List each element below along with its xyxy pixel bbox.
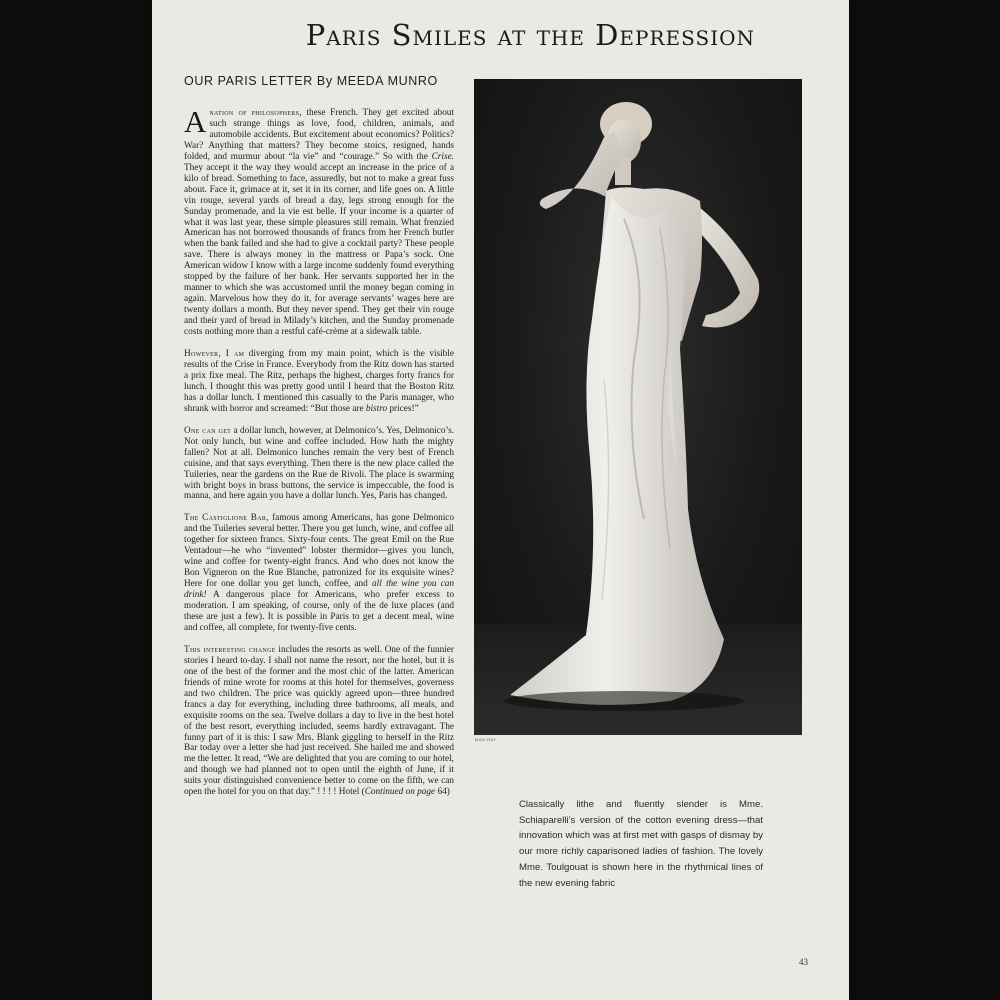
italic-text: Crise. <box>431 151 454 162</box>
italic-text: bistro <box>365 403 388 414</box>
article-paragraph-4 <box>184 513 454 633</box>
continued-link: Continued on page <box>364 787 436 798</box>
paragraph-text: a dollar lunch, however, at Delmonico’s. Yes, Delmonico’s. Not only lunch, but wine and coffee included. How hath the mighty fallen? Not at all. Delmonico lunches remain the very best of French cuisine, and that says everything. Then there is the new place called the Tuileries, near the gardens on the Rue de Rivoli. The place is swarming with bright boys in brass buttons, the service is impeccable, the food is manna, and here again you have a dollar lunch. Yes, Paris has changed. <box>184 425 454 502</box>
paragraph-lead: This interesting change <box>184 644 276 655</box>
drop-cap: A <box>184 104 207 139</box>
paragraph-text: 64) <box>435 787 450 798</box>
page-number: 43 <box>799 957 808 967</box>
byline: OUR PARIS LETTER By MEEDA MUNRO <box>184 74 438 88</box>
article-paragraph-2 <box>184 349 454 415</box>
model-in-gown-illustration <box>474 79 802 735</box>
paragraph-text: They accept it the way they would accept an increase in the price of a kilo of bread. Something to face, assuredly, but not to make a great fuss about. Face it, grimace at it, set it in its corner, and life goes on. A little vin rouge, several yards of bread a day, legs strong enough for the Sunday promenade, and la vie est belle. If your income is a quarter of what it was last year, these simple pleasures still remain. What frenzied American has not borrowed thousands of francs from her French butler when the bank failed and she had to give a cocktail party? These people save. There is always money in the mattress or Papa’s sock. One American widow I know with a large income suddenly found everything stopped by the failure of her bank. Her servants supported her in the manner to which she was accustomed until the money began coming in again. Marvelous how they do it, for average servants’ wages here are twenty dollars a month. But they never spend. They get their vin rouge and their yard of bread in Milady’s kitchen, and the Sunday promenade costs nothing more than a restful café-crème at a sidewalk table. <box>184 162 454 338</box>
photo-credit: MAN RAY <box>475 737 497 742</box>
paragraph-lead: The Castiglione Bar, <box>184 513 269 524</box>
fashion-photograph <box>474 79 802 735</box>
paragraph-text: includes the resorts as well. One of the funnier stories I heard to-day. I shall not name the resort, nor the hotel, but it is one of the best of the former and the most chic of the latter. American friends of mine wrote for rooms at this hotel for themselves, governess and two children. The price was quickly agreed upon—three hundred francs a day for everything, including three bathrooms, all meals, and exquisite rooms on the sea. Twelve dollars a day to live in the best hotel of the best resort, everything included, seems hardly extravagant. The funny part of it is this: I saw Mrs. Blank giggling to herself in the Ritz Bar today over a letter she had just received. She hailed me and showed me the letter. It read, “We are delighted that you are coming to our hotel, and though we had planned not to open until the eighth of June, if it suits your distinguished convenience better to come on the fifth, we can open the hotel for you on that day.” ! ! ! ! Hotel ( <box>184 644 454 798</box>
italic-text: all the wine you can drink! <box>184 579 454 601</box>
page-title: Paris Smiles at the Depression <box>305 18 755 52</box>
article-paragraph-5 <box>184 645 454 798</box>
paragraph-text: famous among Americans, has gone Delmonico and the Tuileries several better. There you get lunch, wine, and coffee all together for sixteen francs. Sixty-four cents. The great Emil on the Rue Ventadour—he who “invented” lobster thermidor—gives you lunch, wine and coffee for twenty-eight francs. And who does not know the Bon Vigneron on the Rue Blanche, patronized for its exquisite wines? Here for one dollar you get lunch, coffee, and <box>184 513 455 590</box>
article-paragraph-1 <box>184 104 454 338</box>
paragraph-text: prices!” <box>387 403 419 414</box>
photo-caption: Classically lithe and fluently slender is Mme. Schiaparelli’s version of the cotton evening dress—that innovation which was at first met with gasps of dismay by our more richly caparisoned ladies of fashion. The lovely Mme. Toulgouat is shown here in the rhythmical lines of the new evening fabric <box>519 799 763 889</box>
paragraph-lead: nation of philosophers, <box>209 108 302 118</box>
paragraph-text: diverging from my main point, which is the visible results of the Crise in France. Everybody from the Ritz down has started a prix fixe meal. The Ritz, perhaps the highest, charges forty francs for lunch. I thought this was pretty good until I heard that the Boston Ritz has a dollar lunch. I mentioned this casually to the Paris manager, who shrank with horror and screamed: “But those are <box>184 349 454 414</box>
paragraph-text: these French. They get excited about such strange things as love, food, children, animals, and automobile accidents. But excitement about economics? Politics? War? Anything that matters? They become stoics, resigned, hands folded, and murmur about “la vie” and “courage.” So with the <box>184 108 454 162</box>
article-column <box>184 104 455 948</box>
magazine-page <box>152 0 849 1000</box>
paragraph-lead: One can get <box>184 425 232 436</box>
article-paragraph-3 <box>184 426 454 503</box>
paragraph-text: A dangerous place for Americans, who prefer excess to moderation. I am speaking, of course, only of the de luxe places (and these are just a few). It is possible in Paris to get a decent meal, wine and coffee, all complete, for twenty-five cents. <box>184 590 454 633</box>
paragraph-lead: However, I am <box>184 349 245 360</box>
